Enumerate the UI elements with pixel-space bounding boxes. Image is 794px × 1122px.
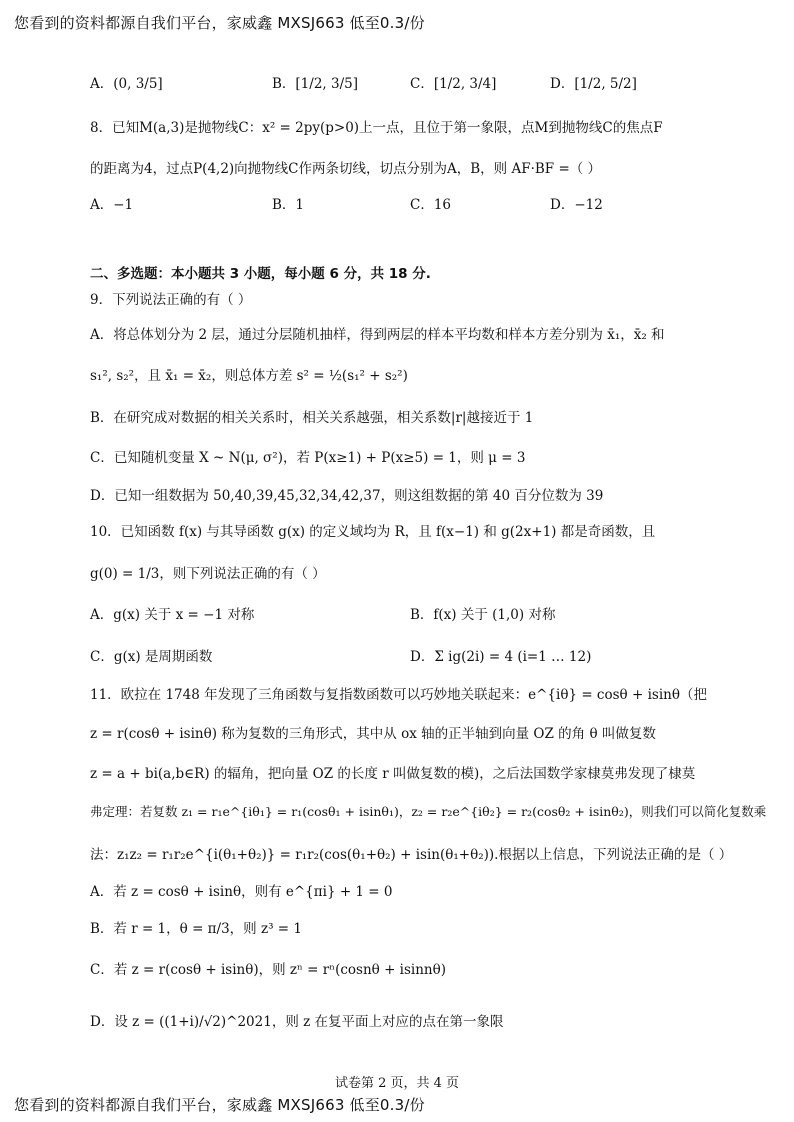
q10-option-b: B．f(x) 关于 (1,0) 对称 bbox=[410, 607, 556, 623]
q11-option-a: A．若 z = cosθ + isinθ，则有 e^{πi} + 1 = 0 bbox=[90, 884, 393, 900]
q11-option-c: C．若 z = r(cosθ + isinθ)，则 zⁿ = rⁿ(cosnθ + isinnθ) bbox=[90, 962, 447, 978]
q11-line5: 法：z₁z₂ = r₁r₂e^{i(θ₁+θ₂)} = r₁r₂(cos(θ₁+θ₂) + isin(θ₁+θ₂)).根据以上信息，下列说法正确的是（ ） bbox=[90, 847, 733, 863]
q9-option-d: D．已知一组数据为 50,40,39,45,32,34,42,37，则这组数据的第 40 百分位数为 39 bbox=[90, 488, 604, 504]
q10-options-row2 bbox=[90, 645, 730, 669]
q9-option-b: B．在研究成对数据的相关关系时，相关关系越强，相关系数|r|越接近于 1 bbox=[90, 410, 534, 426]
q10-option-c: C．g(x) 是周期函数 bbox=[90, 649, 213, 665]
q11-option-d: D．设 z = ((1+i)/√2)^2021，则 z 在复平面上对应的点在第一象限 bbox=[90, 1014, 504, 1030]
q11-line1: 11．欧拉在 1748 年发现了三角函数与复指数函数可以巧妙地关联起来：e^{iθ} = cosθ + isinθ（把 bbox=[90, 687, 707, 703]
q8-option-d: D．−12 bbox=[550, 197, 603, 213]
q11-line3: z = a + bi(a,b∈R) 的辐角，把向量 OZ 的长度 r 叫做复数的模)，之后法国数学家棣莫弗发现了棣莫 bbox=[90, 766, 696, 782]
q9-option-a-line2: s₁², s₂²，且 x̄₁ = x̄₂，则总体方差 s² = ½(s₁² + s₂²) bbox=[90, 368, 408, 384]
q10-options-row1 bbox=[90, 603, 730, 627]
q8-option-b: B．1 bbox=[272, 197, 305, 213]
q7-option-d: D．[1/2, 5/2] bbox=[550, 76, 637, 92]
q10-option-d: D．Σ ig(2i) = 4 (i=1 … 12) bbox=[410, 649, 592, 665]
q7-option-b: B．[1/2, 3/5] bbox=[272, 76, 358, 92]
q8-option-c: C．16 bbox=[410, 197, 452, 213]
q10-option-a: A．g(x) 关于 x = −1 对称 bbox=[90, 607, 255, 623]
q9-option-a-line1: A．将总体划分为 2 层，通过分层随机抽样，得到两层的样本平均数和样本方差分别为 x̄₁，x̄₂ 和 bbox=[90, 327, 665, 343]
section2-title: 二、多选题：本小题共 3 小题，每小题 6 分，共 18 分. bbox=[90, 266, 431, 282]
q9-option-c: C．已知随机变量 X ~ N(μ, σ²)，若 P(x≥1) + P(x≥5) = 1，则 μ = 3 bbox=[90, 450, 526, 466]
q7-options bbox=[90, 72, 730, 96]
q9-stem: 9．下列说法正确的有（ ） bbox=[90, 292, 252, 308]
q11-line2: z = r(cosθ + isinθ) 称为复数的三角形式，其中从 ox 轴的正半轴到向量 OZ 的角 θ 叫做复数 bbox=[90, 726, 656, 742]
q7-option-a: A．(0, 3/5] bbox=[90, 76, 163, 92]
q7-option-c: C．[1/2, 3/4] bbox=[410, 76, 497, 92]
watermark-top: 您看到的资料都源自我们平台，家威鑫 MXSJ663 低至0.3/份 bbox=[14, 14, 425, 32]
page-footer: 试卷第 2 页，共 4 页 bbox=[334, 1076, 460, 1091]
q10-line2: g(0) = 1/3，则下列说法正确的有（ ） bbox=[90, 566, 326, 582]
q11-line4: 弗定理：若复数 z₁ = r₁e^{iθ₁} = r₁(cosθ₁ + isinθ₁)，z₂ = r₂e^{iθ₂} = r₂(cosθ₂ + isinθ₂)，则我们可以简化复数乘 bbox=[90, 804, 767, 819]
q8-option-a: A．−1 bbox=[90, 197, 134, 213]
watermark-bottom: 您看到的资料都源自我们平台，家威鑫 MXSJ663 低至0.3/份 bbox=[14, 1096, 425, 1114]
q8-options bbox=[90, 193, 730, 217]
q8-line2: 的距离为4，过点P(4,2)向抛物线C作两条切线，切点分别为A，B，则 AF·BF =（ ） bbox=[90, 161, 602, 177]
q10-line1: 10．已知函数 f(x) 与其导函数 g(x) 的定义域均为 R，且 f(x−1) 和 g(2x+1) 都是奇函数，且 bbox=[90, 524, 656, 540]
q11-option-b: B．若 r = 1，θ = π/3，则 z³ = 1 bbox=[90, 921, 302, 937]
q8-line1: 8．已知M(a,3)是抛物线C：x² = 2py(p>0)上一点，且位于第一象限，点M到抛物线C的焦点F bbox=[90, 120, 663, 136]
